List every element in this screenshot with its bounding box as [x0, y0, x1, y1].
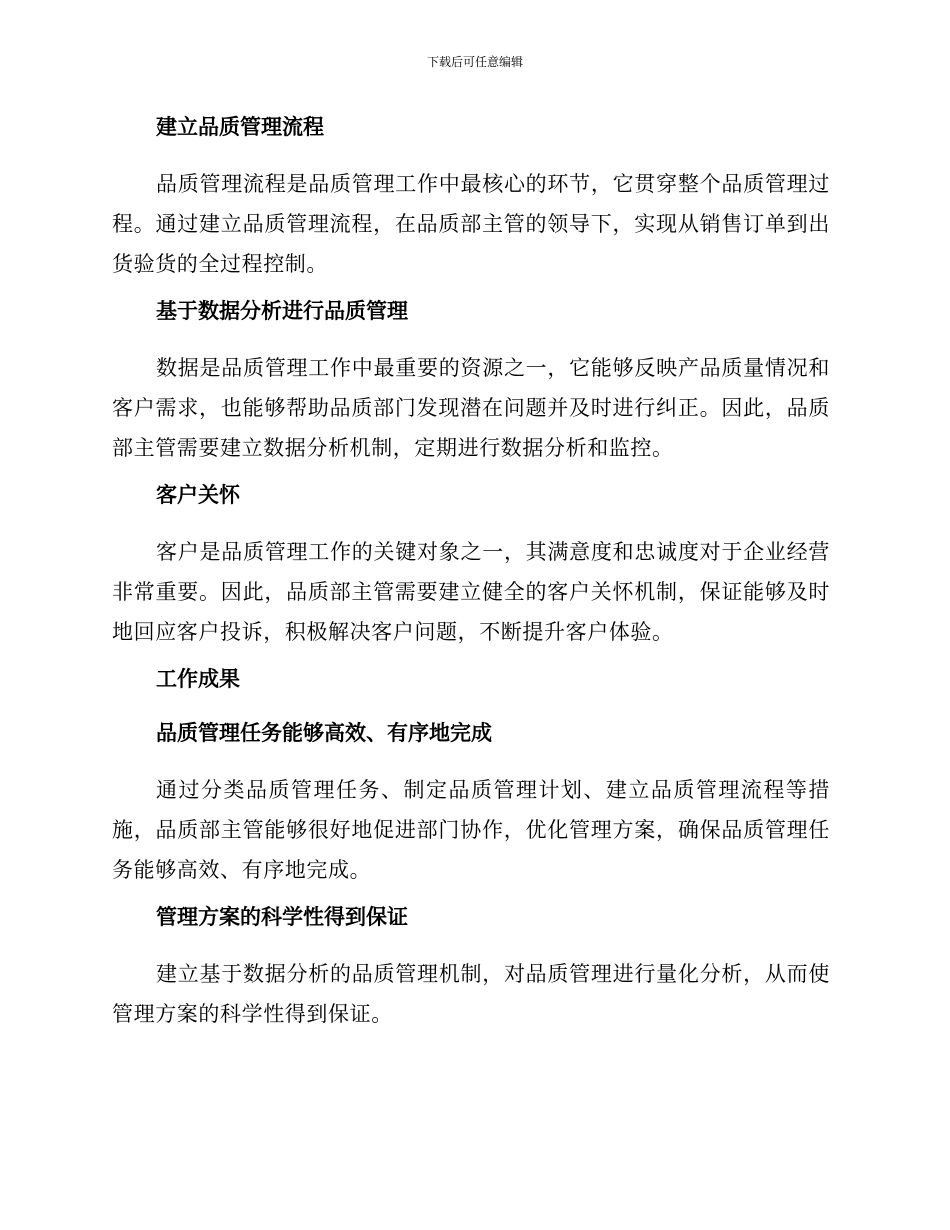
section-heading: 品质管理任务能够高效、有序地完成 [156, 721, 492, 745]
section-heading: 建立品质管理流程 [156, 115, 324, 139]
section-heading: 管理方案的科学性得到保证 [156, 905, 408, 929]
section-heading: 基于数据分析进行品质管理 [156, 299, 408, 323]
section-heading: 客户关怀 [156, 483, 240, 507]
page-header: 下载后可任意编辑 [426, 55, 523, 69]
document-body [112, 110, 830, 1044]
section-paragraph: 建立基于数据分析的品质管理机制，对品质管理进行量化分析，从而使管理方案的科学性得到保证。 [112, 962, 830, 1026]
section-paragraph: 品质管理流程是品质管理工作中最核心的环节，它贯穿整个品质管理过程。通过建立品质管理流程，在品质部主管的领导下，实现从销售订单到出货验货的全过程控制。 [112, 172, 830, 276]
section-paragraph: 客户是品质管理工作的关键对象之一，其满意度和忠诚度对于企业经营非常重要。因此，品质部主管需要建立健全的客户关怀机制，保证能够及时地回应客户投诉，积极解决客户问题，不断提升客户体验。 [112, 540, 830, 644]
section-heading: 工作成果 [156, 667, 240, 691]
section-paragraph: 数据是品质管理工作中最重要的资源之一，它能够反映产品质量情况和客户需求，也能够帮助品质部门发现潜在问题并及时进行纠正。因此，品质部主管需要建立数据分析机制，定期进行数据分析和监控。 [112, 356, 830, 460]
section-paragraph: 通过分类品质管理任务、制定品质管理计划、建立品质管理流程等措施，品质部主管能够很好地促进部门协作，优化管理方案，确保品质管理任务能够高效、有序地完成。 [112, 778, 830, 882]
